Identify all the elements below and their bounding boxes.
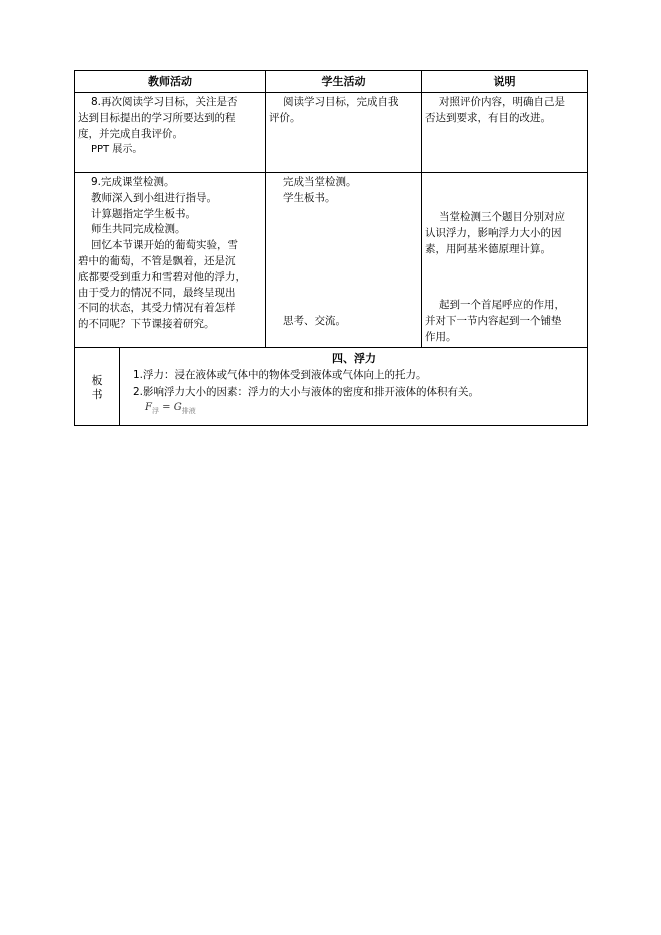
board-title: 四、浮力 xyxy=(332,352,376,365)
row2-teacher-line: 教师深入到小组进行指导。 xyxy=(91,191,217,204)
row2-note-line: 起到一个首尾呼应的作用， xyxy=(439,299,565,311)
formula-rhs-sub: 排液 xyxy=(181,407,196,415)
row2-note-cell-top xyxy=(425,210,585,257)
row2-student-line: 完成当堂检测。 xyxy=(283,176,357,188)
header-note: 说明 xyxy=(493,75,516,88)
row2-teacher-cell xyxy=(78,175,264,333)
row1-note-cell xyxy=(425,95,585,127)
col2-divider xyxy=(421,71,422,347)
row2-divider xyxy=(75,347,587,348)
lesson-table xyxy=(74,70,588,426)
row2-teacher-line: 碧中的葡萄，不管是飘着，还是沉 xyxy=(78,254,236,267)
row2-teacher-line: 不同的状态，其受力情况有着怎样 xyxy=(78,302,236,315)
row2-student-cell-top xyxy=(269,175,419,207)
formula-rhs: G xyxy=(173,402,182,413)
board-label-top: 板 xyxy=(91,374,103,387)
formula-lhs: F xyxy=(145,402,152,413)
board-item: 1.浮力：浸在液体或气体中的物体受到液体或气体向上的托力。 xyxy=(133,369,427,381)
row1-teacher-line: PPT 展示。 xyxy=(91,144,143,156)
row1-teacher-cell xyxy=(78,95,264,158)
header-teacher: 教师活动 xyxy=(148,75,192,88)
row2-teacher-line: 9.完成课堂检测。 xyxy=(91,176,175,188)
board-item: 2.影响浮力大小的因素：浮力的大小与液体的密度和排开液体的体积有关。 xyxy=(133,386,480,398)
row1-teacher-line: 度，并完成自我评价。 xyxy=(78,127,183,140)
row2-teacher-line: 由于受力的情况不同，最终呈现出 xyxy=(78,286,236,299)
row2-note-line: 当堂检测三个题目分别对应 xyxy=(439,211,565,223)
row2-teacher-line: 的不同呢？下节课接着研究。 xyxy=(78,318,215,331)
row1-divider xyxy=(75,172,587,173)
row1-note-line: 对照评价内容，明确自己是 xyxy=(439,96,565,108)
row2-note-cell-bottom xyxy=(425,298,585,345)
formula-equals: = xyxy=(158,402,174,413)
buoyancy-formula xyxy=(145,402,196,416)
row1-teacher-line: 达到目标提出的学习所要达到的程 xyxy=(78,111,236,124)
row2-teacher-line: 底都要受到重力和雪碧对他的浮力， xyxy=(78,270,246,283)
board-label-bottom: 书 xyxy=(91,388,103,401)
row1-student-cell xyxy=(269,95,419,127)
row1-note-line: 否达到要求，有目的改进。 xyxy=(425,111,551,124)
row1-student-line: 阅读学习目标，完成自我 xyxy=(283,96,399,108)
board-label xyxy=(75,348,119,426)
row2-teacher-line: 回忆本节课开始的葡萄实验，雪 xyxy=(91,239,238,252)
row1-student-line: 评价。 xyxy=(269,111,301,124)
row2-student-line: 思考、交流。 xyxy=(283,315,346,327)
row2-note-line: 并对下一节内容起到一个铺垫 xyxy=(425,314,562,327)
row2-note-line: 作用。 xyxy=(425,330,457,343)
row1-teacher-line: 8.再次阅读学习目标，关注是否 xyxy=(91,96,238,108)
row2-student-line: 学生板书。 xyxy=(283,191,336,204)
row2-note-line: 素，用阿基米德原理计算。 xyxy=(425,242,551,255)
row2-teacher-line: 计算题指定学生板书。 xyxy=(91,207,196,220)
header-student: 学生活动 xyxy=(321,75,366,88)
row2-note-line: 认识浮力，影响浮力大小的因 xyxy=(425,226,562,239)
row2-teacher-line: 师生共同完成检测。 xyxy=(91,223,186,236)
col1-divider xyxy=(265,71,266,347)
formula-lhs-sub: 浮 xyxy=(151,407,159,415)
row2-student-cell-bottom xyxy=(269,314,419,330)
